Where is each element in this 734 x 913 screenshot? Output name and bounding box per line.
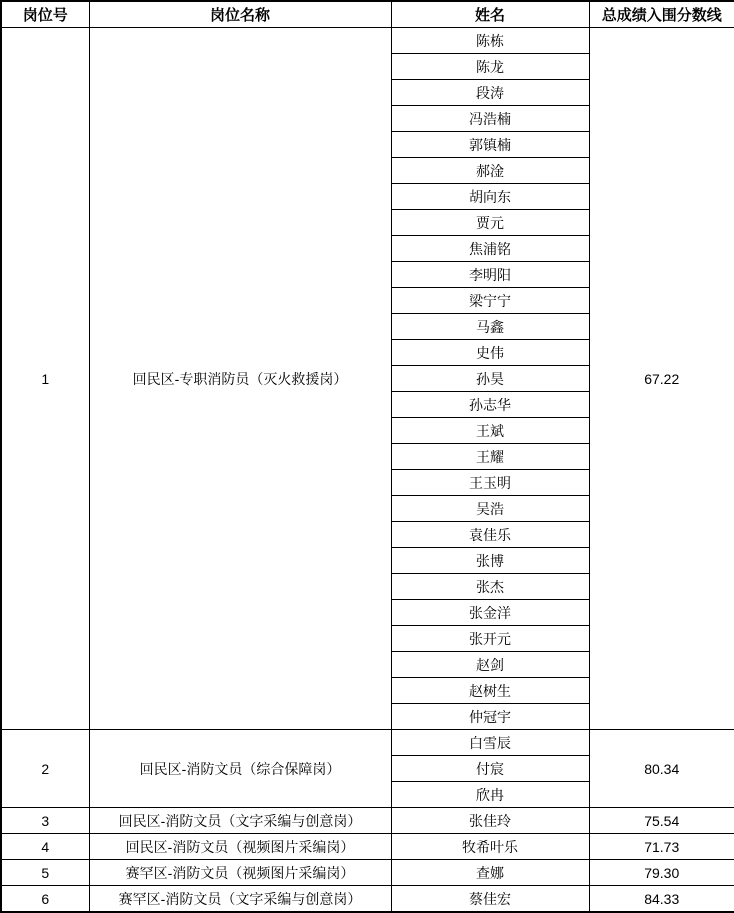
score-cell: 79.30 <box>589 860 734 886</box>
score-cell: 71.73 <box>589 834 734 860</box>
candidate-name-cell: 贾元 <box>391 210 589 236</box>
candidate-name-cell: 李明阳 <box>391 262 589 288</box>
score-cell: 84.33 <box>589 886 734 913</box>
candidate-name-cell: 胡向东 <box>391 184 589 210</box>
candidate-name-cell: 陈龙 <box>391 54 589 80</box>
candidate-name-cell: 王耀 <box>391 444 589 470</box>
candidate-name-cell: 欣冉 <box>391 782 589 808</box>
candidate-name-cell: 赵剑 <box>391 652 589 678</box>
job-title-cell: 赛罕区-消防文员（视频图片采编岗） <box>89 860 391 886</box>
candidate-name-cell: 蔡佳宏 <box>391 886 589 913</box>
job-id-cell: 5 <box>1 860 89 886</box>
column-header-job-title: 岗位名称 <box>89 1 391 28</box>
candidate-name-cell: 白雪辰 <box>391 730 589 756</box>
candidate-name-cell: 张开元 <box>391 626 589 652</box>
candidate-name-cell: 张杰 <box>391 574 589 600</box>
candidate-name-cell: 郝淦 <box>391 158 589 184</box>
job-id-cell: 4 <box>1 834 89 860</box>
candidate-name-cell: 付宸 <box>391 756 589 782</box>
job-title-cell: 赛罕区-消防文员（文字采编与创意岗） <box>89 886 391 913</box>
table-row <box>1 886 734 913</box>
candidate-name-cell: 王斌 <box>391 418 589 444</box>
candidate-name-cell: 冯浩楠 <box>391 106 589 132</box>
table-row <box>1 730 734 756</box>
candidate-name-cell: 牧希叶乐 <box>391 834 589 860</box>
job-id-cell: 6 <box>1 886 89 913</box>
candidate-name-cell: 张金洋 <box>391 600 589 626</box>
candidate-name-cell: 袁佳乐 <box>391 522 589 548</box>
candidate-name-cell: 梁宁宁 <box>391 288 589 314</box>
score-cell: 67.22 <box>589 28 734 730</box>
column-header-name: 姓名 <box>391 1 589 28</box>
candidate-name-cell: 郭镇楠 <box>391 132 589 158</box>
score-cell: 75.54 <box>589 808 734 834</box>
column-header-job-id: 岗位号 <box>1 1 89 28</box>
table-header-row <box>1 1 734 28</box>
candidate-name-cell: 陈栋 <box>391 28 589 54</box>
candidate-name-cell: 焦浦铭 <box>391 236 589 262</box>
job-id-cell: 1 <box>1 28 89 730</box>
table-row <box>1 860 734 886</box>
candidate-name-cell: 段涛 <box>391 80 589 106</box>
candidate-name-cell: 孙昊 <box>391 366 589 392</box>
candidate-name-cell: 赵树生 <box>391 678 589 704</box>
candidate-name-cell: 查娜 <box>391 860 589 886</box>
table-row <box>1 808 734 834</box>
candidate-name-cell: 张博 <box>391 548 589 574</box>
table-body <box>1 28 734 913</box>
candidate-name-cell: 马鑫 <box>391 314 589 340</box>
candidate-name-cell: 孙志华 <box>391 392 589 418</box>
column-header-score: 总成绩入围分数线 <box>589 1 734 28</box>
candidate-name-cell: 史伟 <box>391 340 589 366</box>
table-row <box>1 28 734 54</box>
job-title-cell: 回民区-消防文员（文字采编与创意岗） <box>89 808 391 834</box>
job-title-cell: 回民区-专职消防员（灭火救援岗） <box>89 28 391 730</box>
job-id-cell: 2 <box>1 730 89 808</box>
job-id-cell: 3 <box>1 808 89 834</box>
job-title-cell: 回民区-消防文员（综合保障岗） <box>89 730 391 808</box>
candidate-name-cell: 张佳玲 <box>391 808 589 834</box>
table-row <box>1 834 734 860</box>
candidate-name-cell: 王玉明 <box>391 470 589 496</box>
job-title-cell: 回民区-消防文员（视频图片采编岗） <box>89 834 391 860</box>
score-cell: 80.34 <box>589 730 734 808</box>
candidate-name-cell: 吴浩 <box>391 496 589 522</box>
candidate-name-cell: 仲冠宇 <box>391 704 589 730</box>
